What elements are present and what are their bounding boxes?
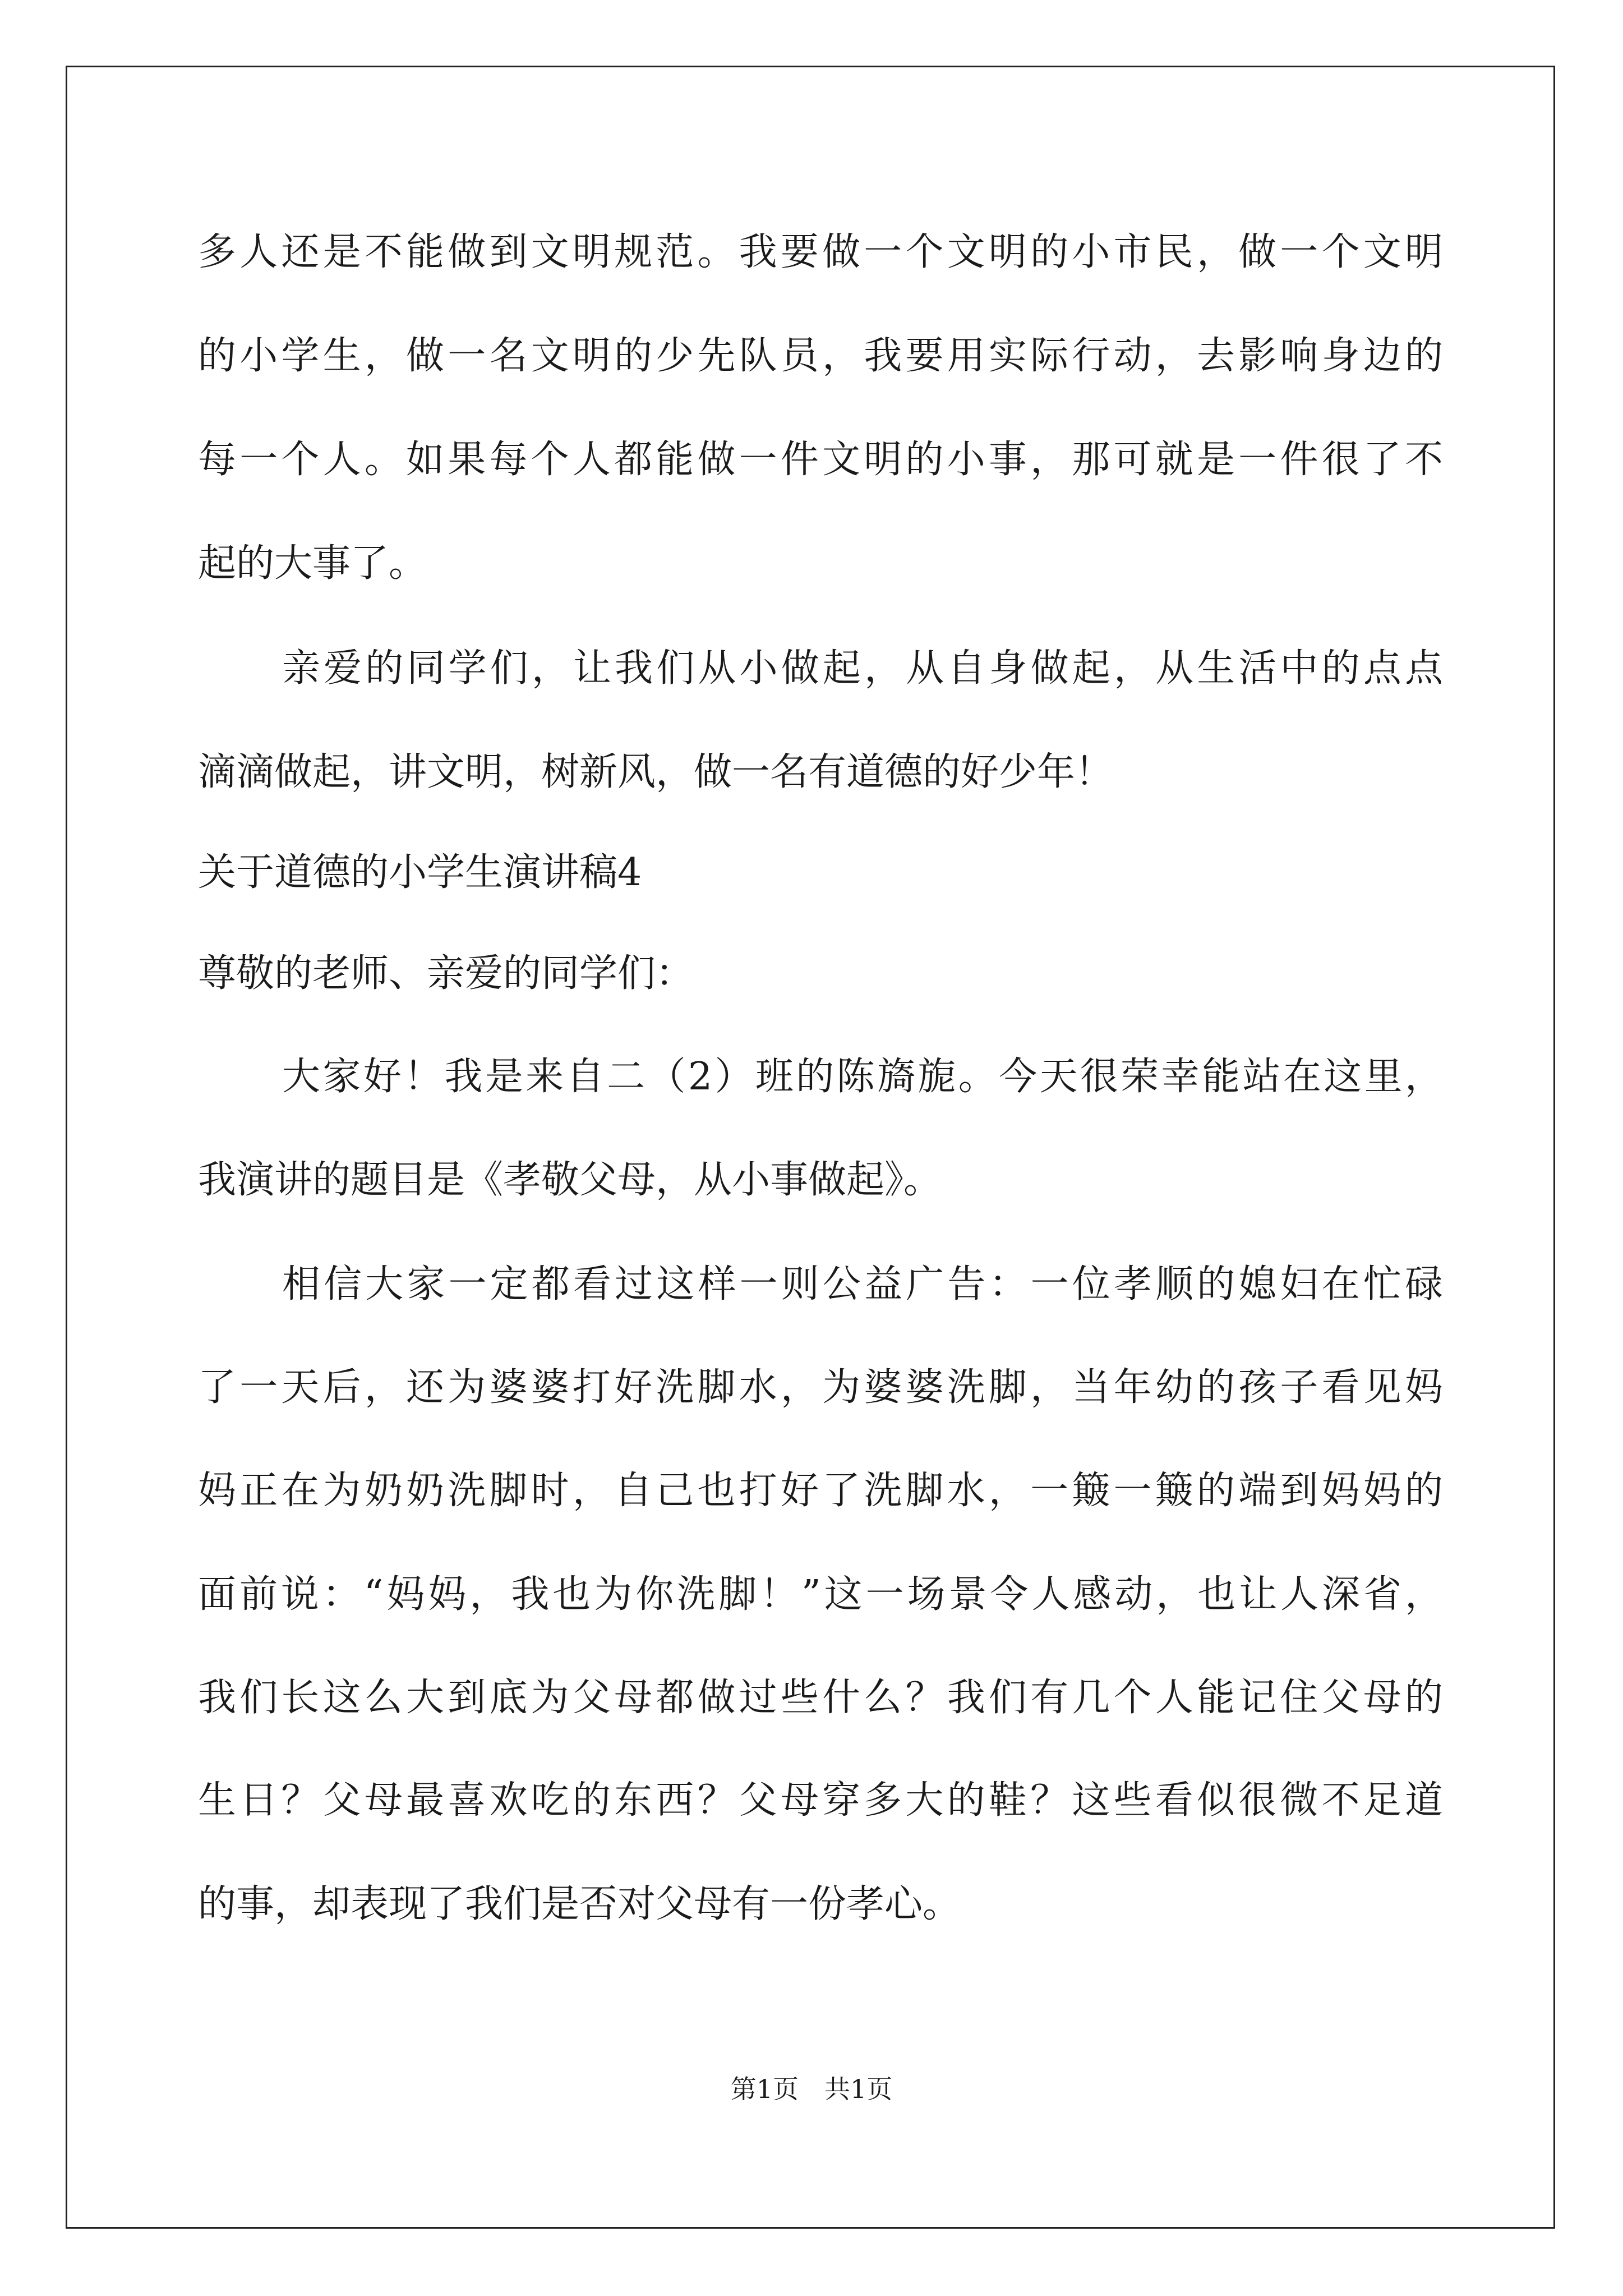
paragraph-start-line: 大家好！我是来自二（2）班的陈旖旎。今天很荣幸能站在这里，: [282, 1055, 1443, 1099]
text-line: 起的大事了。: [198, 541, 427, 586]
text-line: 的小学生，做一名文明的少先队员，我要用实际行动，去影响身边的: [198, 334, 1443, 378]
page-footer: [0, 2072, 1623, 2106]
salutation: 尊敬的老师、亲爱的同学们：: [198, 951, 694, 996]
text-line: 面前说：“妈妈，我也为你洗脚！”这一场景令人感动，也让人深省，: [198, 1572, 1443, 1617]
paragraph-start-line: 相信大家一定都看过这样一则公益广告：一位孝顺的媳妇在忙碌: [282, 1262, 1443, 1306]
page-number: 第1页: [730, 2074, 799, 2104]
page-total: 共1页: [824, 2074, 893, 2104]
paragraph-start-line: 亲爱的同学们，让我们从小做起，从自身做起，从生活中的点点: [282, 646, 1443, 691]
text-line: 每一个人。如果每个人都能做一件文明的小事，那可就是一件很了不: [198, 438, 1443, 482]
text-line: 滴滴做起，讲文明，树新风，做一名有道德的好少年！: [198, 750, 1114, 794]
text-line: 多人还是不能做到文明规范。我要做一个文明的小市民，做一个文明: [198, 230, 1443, 274]
text-line: 的事，却表现了我们是否对父母有一份孝心。: [198, 1882, 961, 1926]
text-line: 我演讲的题目是《孝敬父母，从小事做起》。: [198, 1158, 942, 1202]
text-line: 了一天后，还为婆婆打好洗脚水，为婆婆洗脚，当年幼的孩子看见妈: [198, 1365, 1443, 1410]
text-line: 我们长这么大到底为父母都做过些什么？我们有几个人能记住父母的: [198, 1676, 1443, 1720]
text-line: 生日？父母最喜欢吃的东西？父母穿多大的鞋？这些看似很微不足道: [198, 1778, 1443, 1823]
section-title: 关于道德的小学生演讲稿4: [198, 850, 642, 895]
text-line: 妈正在为奶奶洗脚时，自己也打好了洗脚水，一簸一簸的端到妈妈的: [198, 1469, 1443, 1513]
